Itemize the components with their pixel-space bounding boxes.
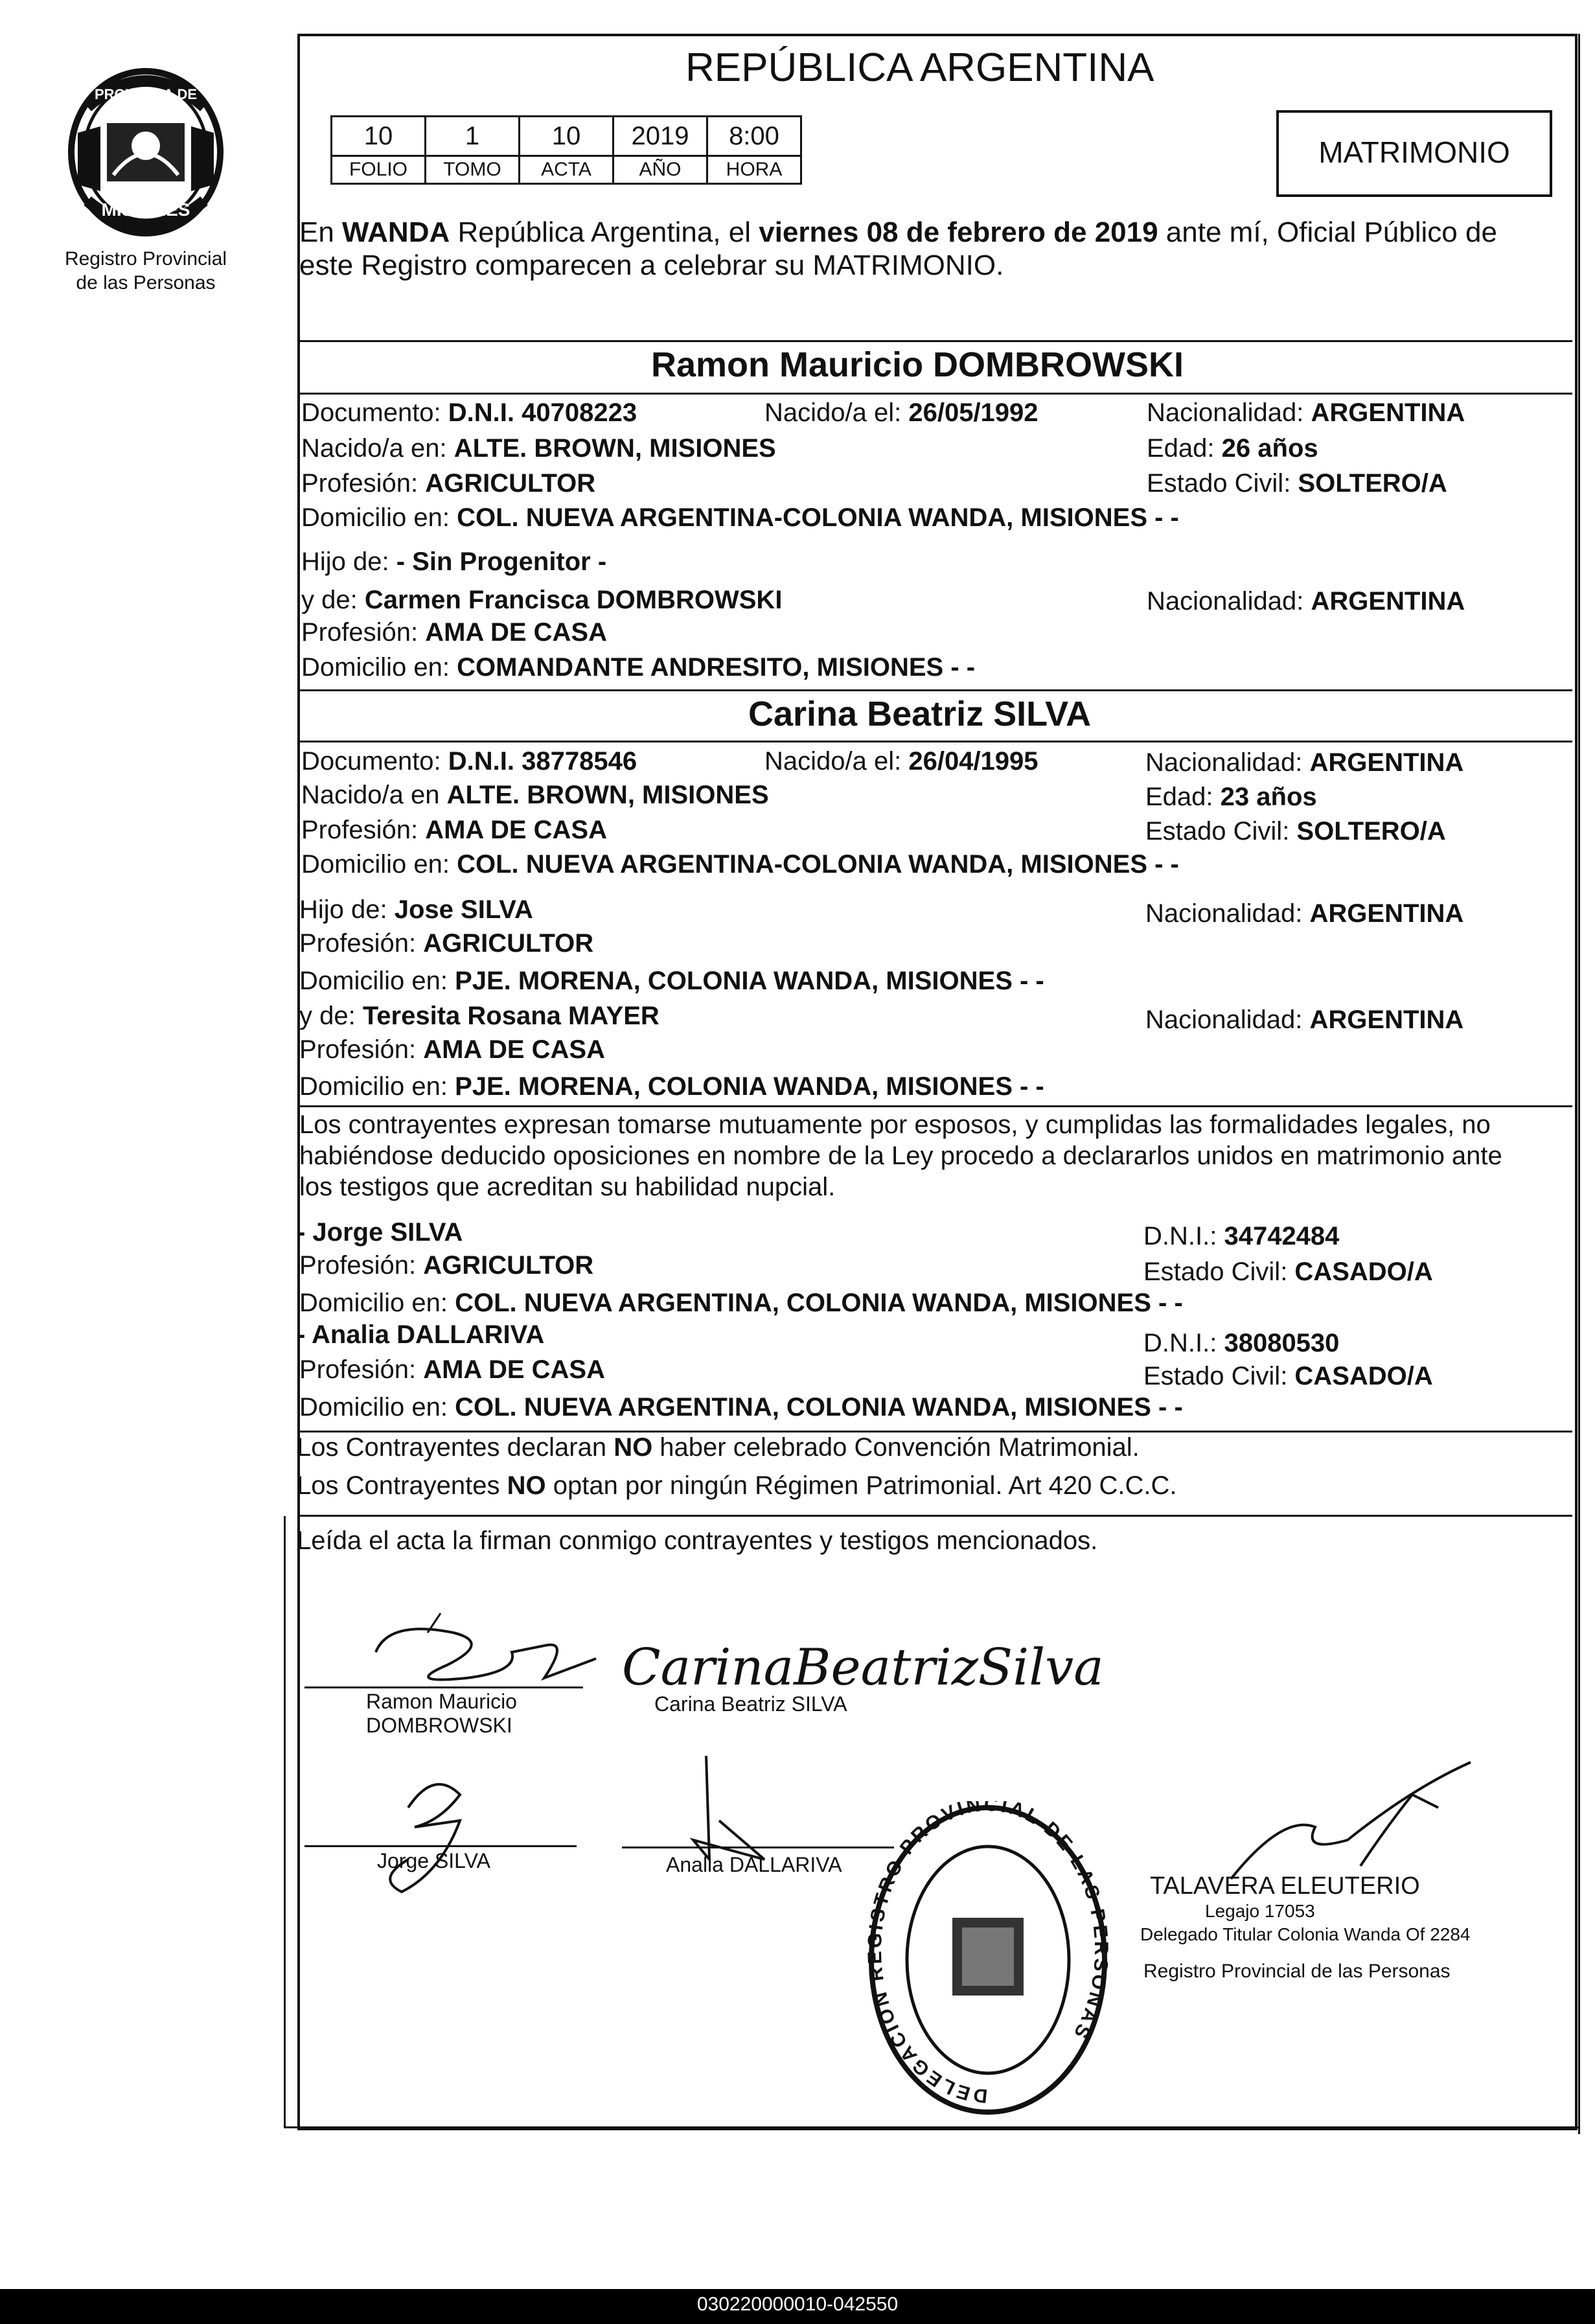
official-office: Registro Provincial de las Personas xyxy=(1143,1961,1451,1982)
bride-age: Edad: 23 años xyxy=(1145,783,1317,811)
frame-shadow-left xyxy=(284,1516,286,2128)
bride-birthplace: Nacido/a en ALTE. BROWN, MISIONES xyxy=(301,781,769,809)
witness1-signature xyxy=(363,1769,492,1902)
bride-nationality: Nacionalidad: ARGENTINA xyxy=(1145,748,1464,777)
bride-parent1: Hijo de: Jose SILVA xyxy=(299,895,533,924)
intro-city: WANDA xyxy=(342,216,450,248)
provincial-seal-icon xyxy=(62,62,230,243)
witness1-profession: Profesión: AGRICULTOR xyxy=(299,1251,594,1280)
year-label: AÑO xyxy=(614,156,707,184)
groom-born: Nacido/a el: 26/05/1992 xyxy=(764,398,1038,427)
groom-profession: Profesión: AGRICULTOR xyxy=(301,469,596,498)
closing-text: Leída el acta la firman conmigo contrayentes y testigos mencionados. xyxy=(297,1526,1098,1555)
bride-parent1-nationality: Nacionalidad: ARGENTINA xyxy=(1145,899,1464,928)
year-value: 2019 xyxy=(614,117,707,156)
folio-value: 10 xyxy=(332,117,426,156)
intro-line2: este Registro comparecen a celebrar su MATRIMONIO. xyxy=(299,249,1004,281)
act-type: MATRIMONIO xyxy=(1318,135,1510,169)
handwritten-signature-icon xyxy=(363,1769,492,1898)
groom-signature-name2: DOMBROWSKI xyxy=(366,1714,512,1737)
bride-born: Nacido/a el: 26/04/1995 xyxy=(764,747,1038,776)
official-role: Delegado Titular Colonia Wanda Of 2284 xyxy=(1140,1924,1471,1944)
witness1-address: Domicilio en: COL. NUEVA ARGENTINA, COLONIA WANDA, MISIONES - - xyxy=(299,1289,1183,1317)
intro-text-a: En xyxy=(299,216,343,248)
groom-parent2-profession: Profesión: AMA DE CASA xyxy=(301,618,607,647)
bride-profession: Profesión: AMA DE CASA xyxy=(301,816,607,844)
svg-text:CarinaBeatrizSilva: CarinaBeatrizSilva xyxy=(622,1639,1104,1697)
groom-age: Edad: 26 años xyxy=(1147,434,1318,463)
registry-name-line1: Registro Provincial xyxy=(64,248,227,270)
frame-shadow-bottom xyxy=(284,2126,1579,2128)
witness2-signature-line xyxy=(622,1847,894,1848)
groom-signature-name1: Ramon Mauricio xyxy=(366,1690,517,1713)
groom-address: Domicilio en: COL. NUEVA ARGENTINA-COLONIA WANDA, MISIONES - - xyxy=(301,503,1179,532)
declaration-line1: Los contrayentes expresan tomarse mutuamente por esposos, y cumplidas las formalidades legales, no xyxy=(299,1110,1491,1139)
groom-name: Ramon Mauricio DOMBROWSKI xyxy=(651,345,1184,384)
tomo-value: 1 xyxy=(426,117,520,156)
divider xyxy=(297,1431,1572,1432)
witness2-profession: Profesión: AMA DE CASA xyxy=(299,1355,605,1384)
divider xyxy=(297,1515,1572,1517)
official-stamp xyxy=(865,1801,1111,2122)
tomo-label: TOMO xyxy=(426,156,520,184)
svg-text:PROVINCIA DE: PROVINCIA DE xyxy=(94,86,198,102)
acta-value: 10 xyxy=(520,117,614,156)
bride-address: Domicilio en: COL. NUEVA ARGENTINA-COLONIA WANDA, MISIONES - - xyxy=(301,850,1179,879)
bride-signature-name: Carina Beatriz SILVA xyxy=(654,1692,847,1716)
bride-parent2-nationality: Nacionalidad: ARGENTINA xyxy=(1145,1006,1464,1034)
reference-grid xyxy=(330,115,802,185)
page-title: REPÚBLICA ARGENTINA xyxy=(685,45,1154,90)
witness1-dni: D.N.I.: 34742484 xyxy=(1143,1222,1340,1250)
groom-parent1: Hijo de: - Sin Progenitor - xyxy=(301,547,607,576)
divider xyxy=(297,689,1572,691)
groom-parent2: y de: Carmen Francisca DOMBROWSKI xyxy=(301,586,783,614)
hour-value: 8:00 xyxy=(707,117,801,156)
groom-civil-status: Estado Civil: SOLTERO/A xyxy=(1147,469,1447,498)
document-code: 030220000010-042550 xyxy=(696,2294,899,2315)
groom-signature-line xyxy=(304,1686,583,1688)
divider xyxy=(297,1105,1572,1107)
witness2-civil-status: Estado Civil: CASADO/A xyxy=(1143,1362,1433,1390)
intro-text-c: ante mí, Oficial Público de xyxy=(1158,216,1497,248)
witness1-signature-line xyxy=(304,1845,577,1847)
groom-birthplace: Nacido/a en: ALTE. BROWN, MISIONES xyxy=(301,434,776,463)
declaration-line2: habiéndose deducido oposiciones en nombre de la Ley procedo a declararlos unidos en matrimonio ante xyxy=(299,1142,1502,1170)
frame-shadow-right xyxy=(1578,34,1580,2134)
divider xyxy=(297,741,1572,742)
groom-doc: Documento: D.N.I. 40708223 xyxy=(301,398,637,427)
official-stamp-icon xyxy=(865,1801,1111,2119)
witness1-signature-name: Jorge SILVA xyxy=(377,1849,490,1872)
hour-label: HORA xyxy=(707,156,801,184)
intro-date: viernes 08 de febrero de 2019 xyxy=(759,216,1158,248)
intro-text-b: República Argentina, el xyxy=(450,216,759,248)
svg-text:MISIONES: MISIONES xyxy=(101,200,190,220)
witness1-civil-status: Estado Civil: CASADO/A xyxy=(1143,1258,1433,1286)
divider xyxy=(297,340,1572,342)
official-legajo: Legajo 17053 xyxy=(1205,1901,1315,1921)
intro-line1 xyxy=(299,218,1497,247)
registry-name-line2: de las Personas xyxy=(76,272,216,293)
convention-line2: Los Contrayentes NO optan por ningún Régimen Patrimonial. Art 420 C.C.C. xyxy=(297,1471,1177,1500)
witness2-signature-name: Analia DALLARIVA xyxy=(666,1853,842,1876)
witness1-name: - Jorge SILVA xyxy=(297,1218,463,1247)
acta-label: ACTA xyxy=(520,156,614,184)
bride-parent1-address: Domicilio en: PJE. MORENA, COLONIA WANDA, MISIONES - - xyxy=(299,967,1044,995)
bride-parent2-address: Domicilio en: PJE. MORENA, COLONIA WANDA, MISIONES - - xyxy=(299,1072,1044,1101)
bride-parent2: y de: Teresita Rosana MAYER xyxy=(299,1002,660,1030)
registry-logo xyxy=(62,62,230,243)
witness2-address: Domicilio en: COL. NUEVA ARGENTINA, COLONIA WANDA, MISIONES - - xyxy=(299,1393,1183,1421)
declaration-line3: los testigos que acreditan su habilidad nupcial. xyxy=(299,1173,836,1201)
bride-name: Carina Beatriz SILVA xyxy=(748,695,1092,733)
bride-civil-status: Estado Civil: SOLTERO/A xyxy=(1145,817,1446,846)
groom-parent2-nationality: Nacionalidad: ARGENTINA xyxy=(1147,587,1465,616)
official-name: TALAVERA ELEUTERIO xyxy=(1150,1872,1420,1900)
svg-text:DELEGACION REGISTRO PROVINCIAL: DELEGACION REGISTRO PROVINCIAL DE LAS PERSONAS xyxy=(865,1801,1111,2107)
groom-nationality: Nacionalidad: ARGENTINA xyxy=(1147,398,1465,427)
folio-label: FOLIO xyxy=(332,156,426,184)
witness2-dni: D.N.I.: 38080530 xyxy=(1143,1329,1340,1357)
convention-line1: Los Contrayentes declaran NO haber celebrado Convención Matrimonial. xyxy=(297,1433,1140,1462)
groom-parent2-address: Domicilio en: COMANDANTE ANDRESITO, MISIONES - - xyxy=(301,653,976,682)
witness2-name: - Analia DALLARIVA xyxy=(297,1320,545,1349)
bride-doc: Documento: D.N.I. 38778546 xyxy=(301,747,637,776)
bride-parent1-profession: Profesión: AGRICULTOR xyxy=(299,929,594,958)
divider xyxy=(297,393,1572,395)
bride-parent2-profession: Profesión: AMA DE CASA xyxy=(299,1035,605,1064)
